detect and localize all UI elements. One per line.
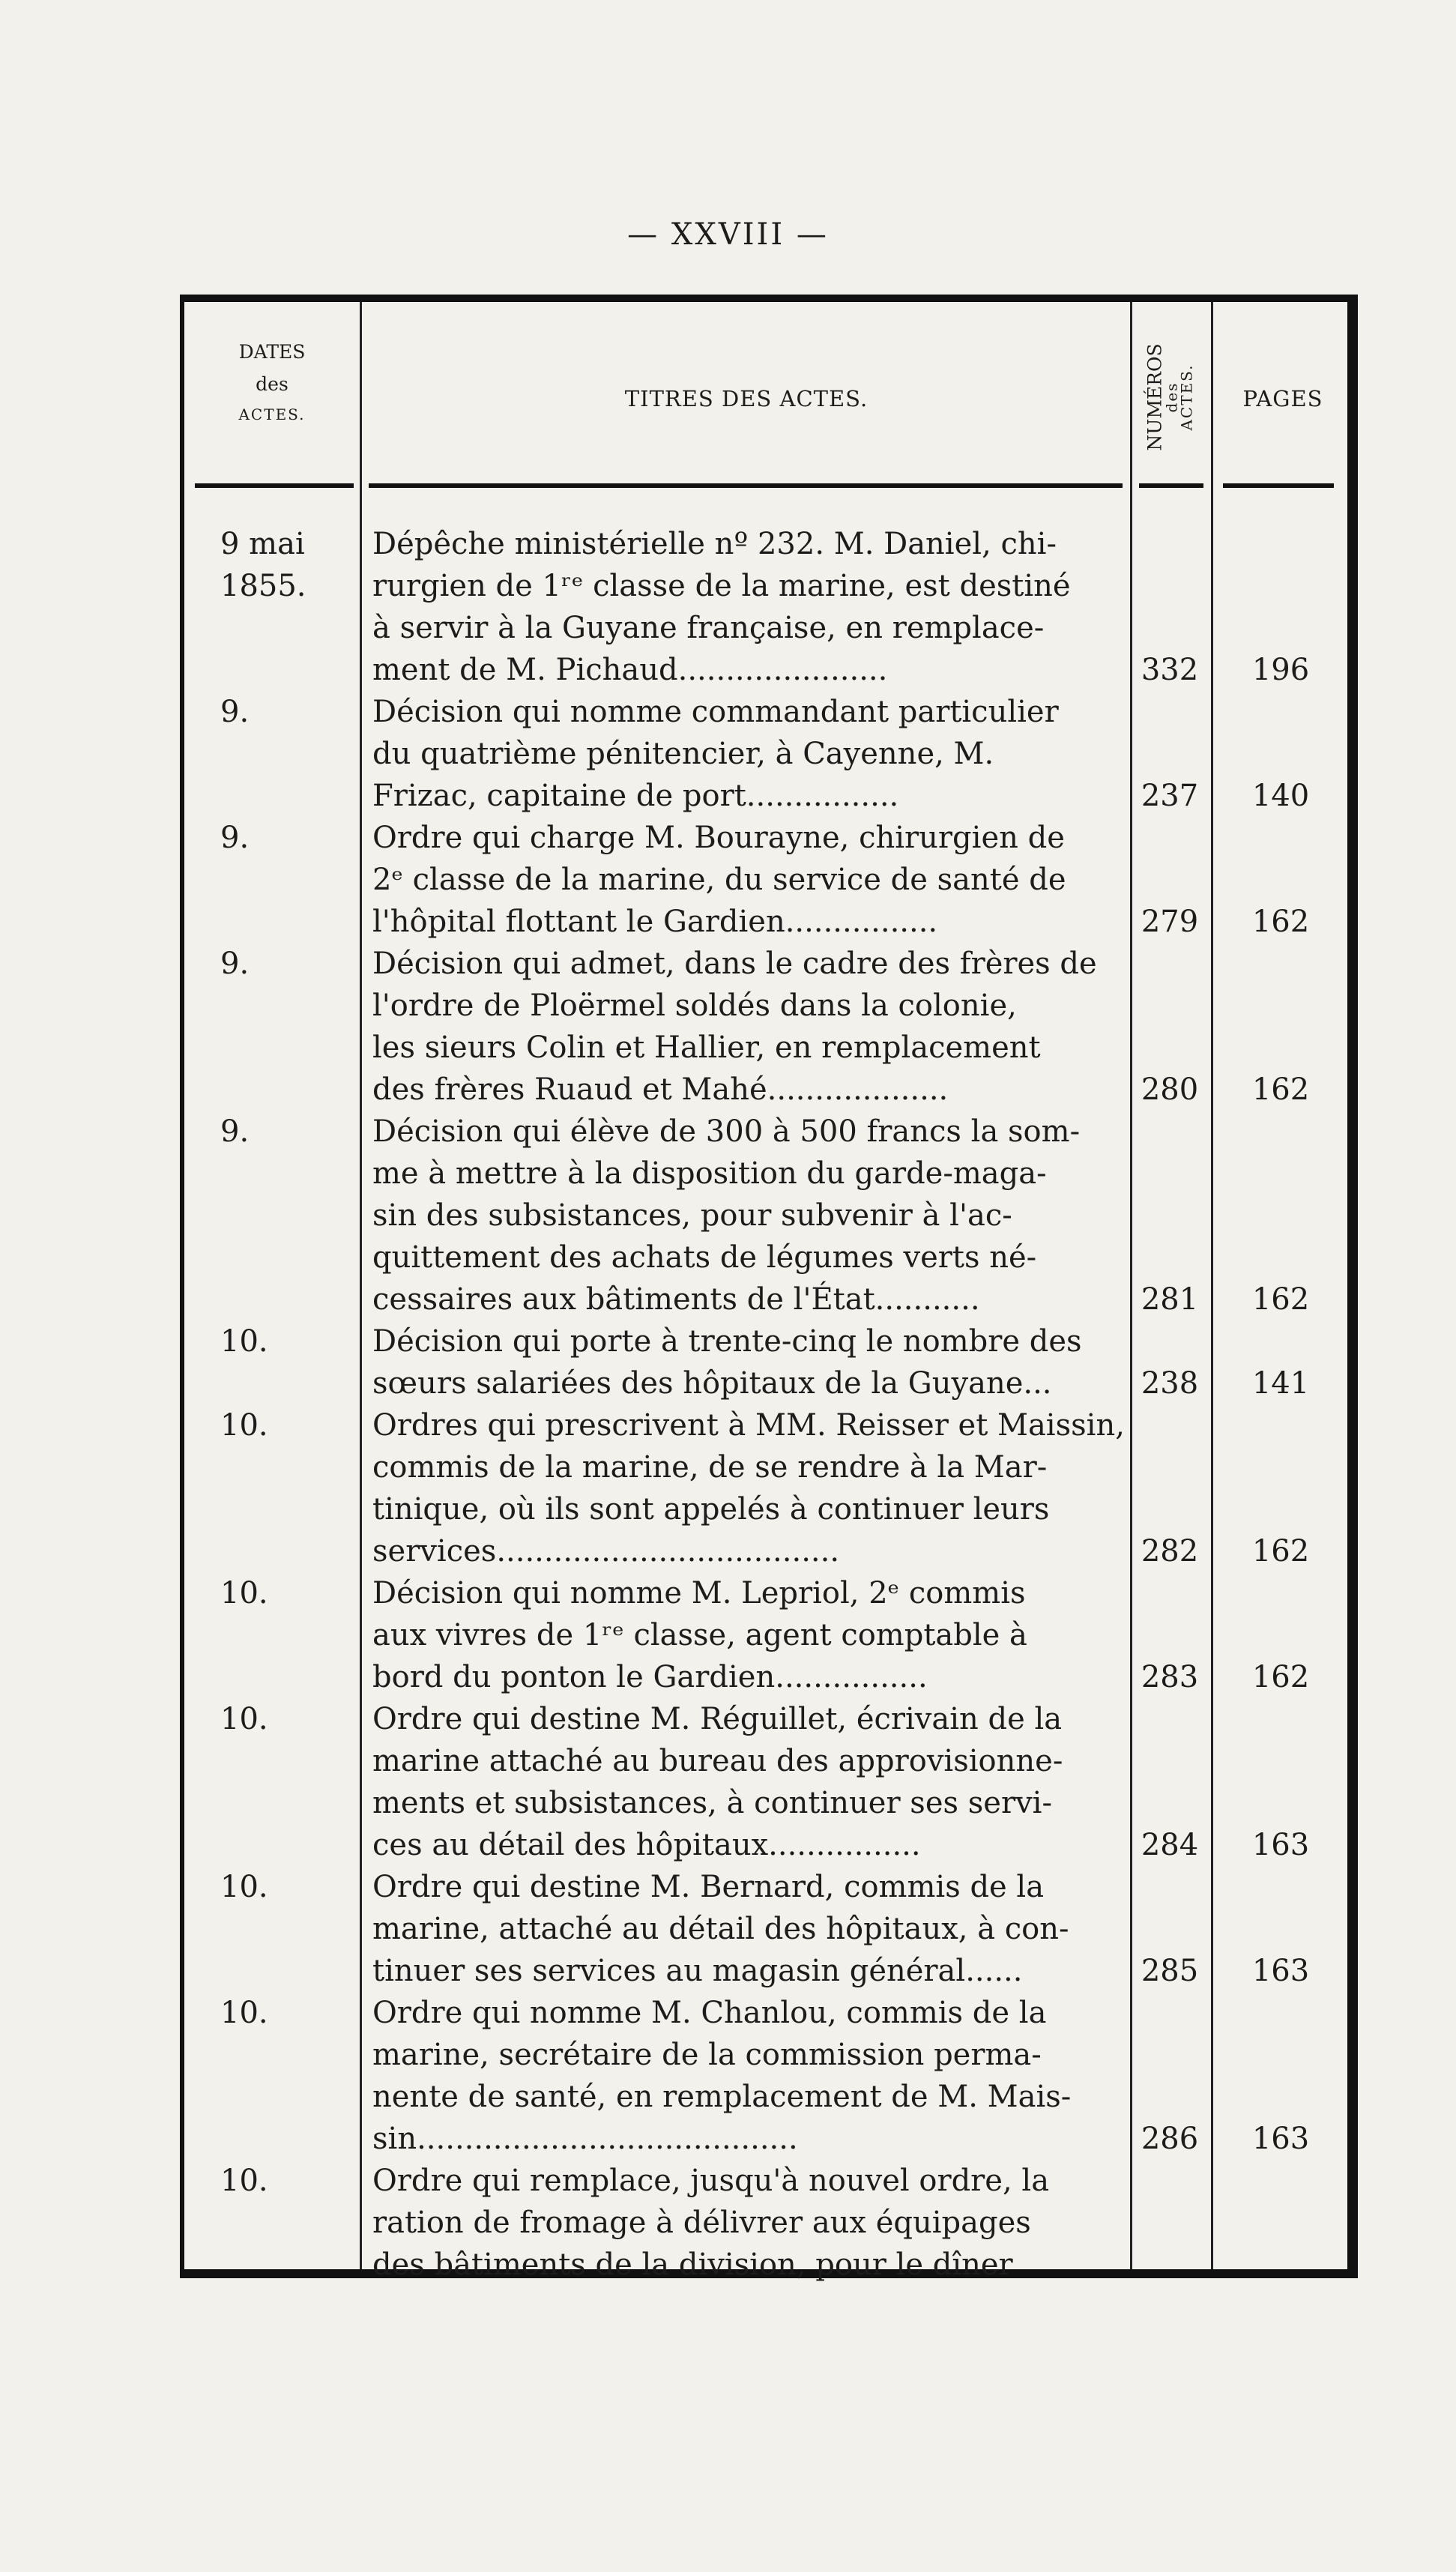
- entries-list: [184, 523, 1347, 2286]
- entry-line: [184, 1992, 1347, 2034]
- entry-line: [184, 2202, 1347, 2244]
- entry-title-line: tinique, où ils sont appelés à continuer leurs: [372, 1492, 1050, 1527]
- header-numeros-line2: des: [1162, 381, 1181, 413]
- entry-page: 162: [1251, 1534, 1310, 1569]
- entry-line: [184, 1404, 1347, 1446]
- entry-title-line: des frères Ruaud et Mahé...................: [372, 1072, 949, 1107]
- entry-title-line: aux vivres de 1ʳᵉ classe, agent comptable à: [372, 1618, 1027, 1652]
- entry-line: [184, 649, 1347, 691]
- entry-title-line: bord du ponton le Gardien................: [372, 1660, 928, 1694]
- entry-row: [184, 1866, 1347, 1992]
- entry-title-line: commis de la marine, de se rendre à la Mar-: [372, 1450, 1048, 1485]
- entry-title-line: des bâtiments de la division, pour le dîner: [372, 2248, 1013, 2282]
- entry-title-line: Ordres qui prescrivent à MM. Reisser et Maissin,: [372, 1408, 1125, 1443]
- entry-title-line: sin........................................: [372, 2122, 798, 2156]
- entry-page: 163: [1251, 2122, 1310, 2156]
- header-titles: TITRES DES ACTES.: [624, 386, 869, 411]
- entry-line: [184, 1950, 1347, 1992]
- entry-page: 162: [1251, 1660, 1310, 1694]
- entry-title-line: l'hôpital flottant le Gardien................: [372, 905, 938, 939]
- entry-line: [184, 1488, 1347, 1530]
- entry-title-line: 2ᵉ classe de la marine, du service de santé de: [372, 863, 1066, 897]
- entry-line: [184, 607, 1347, 649]
- entry-line: [184, 733, 1347, 775]
- entry-line: [184, 1153, 1347, 1195]
- entry-line: [184, 2076, 1347, 2118]
- entry-date: 9.: [220, 947, 250, 981]
- entry-title-line: Ordre qui destine M. Réguillet, écrivain de la: [372, 1702, 1063, 1736]
- entry-line: [184, 1530, 1347, 1572]
- entry-title-line: quittement des achats de légumes verts né-: [372, 1240, 1037, 1275]
- entry-line: [184, 901, 1347, 943]
- entry-number: 285: [1141, 1954, 1199, 1988]
- entry-date: 10.: [220, 1408, 268, 1443]
- entry-line: [184, 1698, 1347, 1740]
- entry-title-line: tinuer ses services au magasin général......: [372, 1954, 1023, 1988]
- entry-title-line: ments et subsistances, à continuer ses servi-: [372, 1786, 1052, 1820]
- header-rule: [1223, 483, 1334, 488]
- header-dates-line3: ACTES.: [238, 405, 306, 423]
- entry-date: 9.: [220, 695, 250, 729]
- entry-row: [184, 1320, 1347, 1404]
- entry-line: [184, 1111, 1347, 1153]
- header-pages: PAGES: [1242, 386, 1323, 411]
- entry-row: [184, 691, 1347, 817]
- entry-title-line: rurgien de 1ʳᵉ classe de la marine, est destiné: [372, 569, 1071, 603]
- entry-title-line: Décision qui nomme M. Lepriol, 2ᵉ commis: [372, 1576, 1026, 1610]
- entry-number: 281: [1141, 1282, 1199, 1317]
- entry-title-line: ces au détail des hôpitaux................: [372, 1828, 921, 1862]
- entry-title-line: me à mettre à la disposition du garde-maga-: [372, 1156, 1047, 1191]
- entry-line: [184, 1237, 1347, 1279]
- entry-number: 238: [1141, 1366, 1199, 1401]
- entry-line: [184, 2034, 1347, 2076]
- entry-title-line: Dépêche ministérielle nº 232. M. Daniel, chi-: [372, 527, 1057, 561]
- entry-date: 1855.: [220, 569, 306, 603]
- entry-number: 279: [1141, 905, 1199, 939]
- entry-date: 10.: [220, 1702, 268, 1736]
- page-number: — XXVIII —: [627, 217, 829, 252]
- entry-row: [184, 2160, 1347, 2286]
- entry-title-line: marine, attaché au détail des hôpitaux, à con-: [372, 1912, 1069, 1946]
- entry-number: 284: [1141, 1828, 1199, 1862]
- entry-line: [184, 775, 1347, 817]
- entry-line: [184, 565, 1347, 607]
- header-rule: [369, 483, 1123, 488]
- header-rule: [195, 483, 354, 488]
- entry-page: 140: [1251, 779, 1310, 813]
- entry-line: [184, 1782, 1347, 1824]
- entry-line: [184, 1614, 1347, 1656]
- entry-title-line: Décision qui porte à trente-cinq le nombre des: [372, 1324, 1082, 1359]
- entry-title-line: sœurs salariées des hôpitaux de la Guyane...: [372, 1366, 1052, 1401]
- entry-date: 10.: [220, 1576, 268, 1610]
- entry-title-line: du quatrième pénitencier, à Cayenne, M.: [372, 737, 994, 771]
- entry-line: [184, 2118, 1347, 2160]
- entry-page: 163: [1251, 1828, 1310, 1862]
- entry-line: [184, 1195, 1347, 1237]
- entry-line: [184, 859, 1347, 901]
- entry-title-line: Ordre qui nomme M. Chanlou, commis de la: [372, 1996, 1047, 2030]
- entry-title-line: marine, secrétaire de la commission perma-: [372, 2038, 1042, 2072]
- header-numeros-line1: NUMÉROS: [1144, 343, 1166, 451]
- entry-row: [184, 1698, 1347, 1866]
- entry-row: [184, 1111, 1347, 1320]
- header-rule: [1139, 483, 1203, 488]
- entry-title-line: Ordre qui charge M. Bourayne, chirurgien de: [372, 821, 1065, 855]
- entry-date: 9 mai: [220, 527, 305, 561]
- entry-line: [184, 1320, 1347, 1362]
- entry-row: [184, 1572, 1347, 1698]
- entry-line: [184, 985, 1347, 1027]
- entry-line: [184, 1069, 1347, 1111]
- entry-title-line: cessaires aux bâtiments de l'État...........: [372, 1282, 980, 1317]
- entry-title-line: Décision qui admet, dans le cadre des frères de: [372, 947, 1097, 981]
- entry-title-line: l'ordre de Ploërmel soldés dans la colonie,: [372, 988, 1017, 1023]
- entry-number: 237: [1141, 779, 1199, 813]
- header-dates-line2: des: [256, 373, 289, 395]
- entry-date: 10.: [220, 1324, 268, 1359]
- entry-title-line: marine attaché au bureau des approvisionne-: [372, 1744, 1063, 1778]
- entry-date: 9.: [220, 821, 250, 855]
- entry-line: [184, 817, 1347, 859]
- entry-line: [184, 1027, 1347, 1069]
- entry-title-line: Décision qui élève de 300 à 500 francs la som-: [372, 1114, 1081, 1149]
- entry-date: 10.: [220, 2164, 268, 2198]
- entry-date: 10.: [220, 1996, 268, 2030]
- entry-title-line: à servir à la Guyane française, en remplace-: [372, 611, 1045, 645]
- entry-row: [184, 943, 1347, 1111]
- entry-line: [184, 1824, 1347, 1866]
- entry-number: 283: [1141, 1660, 1199, 1694]
- header-numeros-line3: ACTES.: [1177, 363, 1196, 431]
- entry-date: 9.: [220, 1114, 250, 1149]
- entry-title-line: nente de santé, en remplacement de M. Mais-: [372, 2080, 1072, 2114]
- entry-title-line: ment de M. Pichaud......................: [372, 653, 888, 687]
- entry-number: 282: [1141, 1534, 1199, 1569]
- entry-page: 162: [1251, 1282, 1310, 1317]
- entry-title-line: Ordre qui destine M. Bernard, commis de la: [372, 1870, 1045, 1904]
- entry-line: [184, 691, 1347, 733]
- entry-title-line: services....................................: [372, 1534, 840, 1569]
- entry-title-line: sin des subsistances, pour subvenir à l'ac-: [372, 1198, 1012, 1233]
- entry-line: [184, 1279, 1347, 1320]
- entry-line: [184, 1362, 1347, 1404]
- entry-title-line: ration de fromage à délivrer aux équipages: [372, 2206, 1031, 2240]
- entry-number: 332: [1141, 653, 1199, 687]
- entry-title-line: les sieurs Colin et Hallier, en remplacement: [372, 1030, 1041, 1065]
- index-table: [180, 295, 1358, 2282]
- entry-row: [184, 1992, 1347, 2160]
- entry-row: [184, 1404, 1347, 1572]
- entry-line: [184, 943, 1347, 985]
- entry-page: 141: [1251, 1366, 1310, 1401]
- entry-page: 196: [1251, 653, 1310, 687]
- entry-line: [184, 1656, 1347, 1698]
- entry-title-line: Décision qui nomme commandant particulier: [372, 695, 1059, 729]
- entry-line: [184, 1908, 1347, 1950]
- entry-line: [184, 523, 1347, 565]
- entry-line: [184, 1446, 1347, 1488]
- entry-page: 162: [1251, 1072, 1310, 1107]
- entry-page: 162: [1251, 905, 1310, 939]
- entry-number: 286: [1141, 2122, 1199, 2156]
- entry-row: [184, 817, 1347, 943]
- entry-line: [184, 1740, 1347, 1782]
- entry-title-line: Frizac, capitaine de port................: [372, 779, 899, 813]
- entry-line: [184, 1572, 1347, 1614]
- header-dates: [184, 341, 360, 423]
- entry-line: [184, 1866, 1347, 1908]
- entry-line: [184, 2160, 1347, 2202]
- entry-number: 280: [1141, 1072, 1199, 1107]
- entry-date: 10.: [220, 1870, 268, 1904]
- header-numeros: [1141, 319, 1199, 476]
- entry-row: [184, 523, 1347, 691]
- entry-title-line: Ordre qui remplace, jusqu'à nouvel ordre, la: [372, 2164, 1050, 2198]
- entry-line: [184, 2244, 1347, 2286]
- entry-page: 163: [1251, 1954, 1310, 1988]
- header-dates-line1: DATES: [238, 341, 306, 363]
